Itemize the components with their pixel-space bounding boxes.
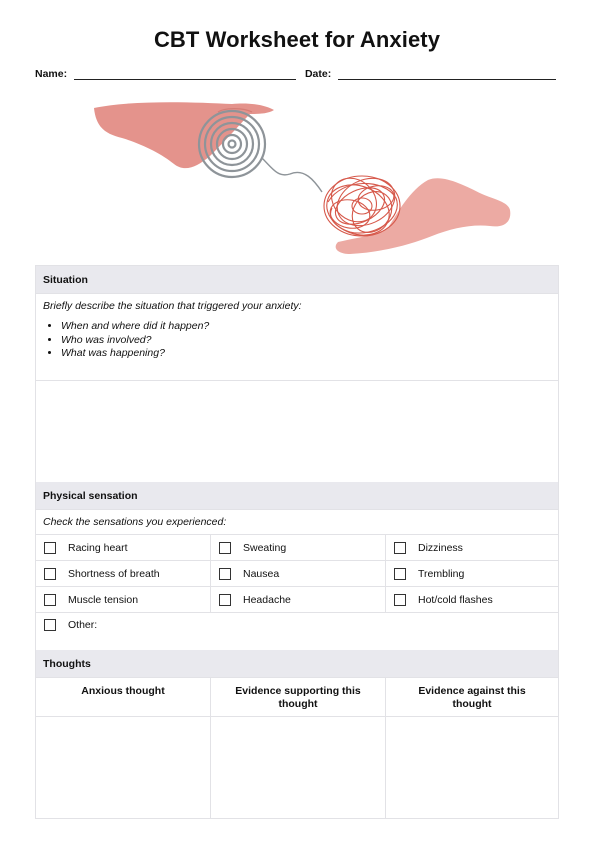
sensation-label: Shortness of breath: [68, 567, 160, 580]
list-item: • What was happening?: [61, 347, 551, 361]
name-field[interactable]: [74, 69, 296, 80]
date-field[interactable]: [338, 69, 556, 80]
sensation-row: [36, 560, 558, 586]
sensation-option[interactable]: [36, 535, 210, 560]
situation-prompt: [36, 293, 558, 380]
sensation-option[interactable]: [210, 561, 385, 586]
physical-prompt: [36, 509, 558, 534]
physical-header: [36, 482, 558, 509]
column-header: Evidence against this thought: [385, 678, 558, 716]
sensation-option[interactable]: [210, 587, 385, 612]
checkbox[interactable]: [219, 594, 231, 606]
sensation-row: [36, 534, 558, 560]
situation-prompt-text: Briefly describe the situation that triggered your anxiety:: [43, 300, 302, 312]
checkbox[interactable]: [44, 542, 56, 554]
sensation-other-row[interactable]: [36, 612, 558, 650]
anxious-thought-field[interactable]: [36, 717, 210, 818]
situation-header-label: Situation: [43, 273, 88, 286]
sensation-option[interactable]: [385, 561, 558, 586]
checkbox[interactable]: [394, 594, 406, 606]
list-item: • When and where did it happen?: [61, 320, 551, 334]
worksheet-table: [35, 265, 559, 819]
thoughts-header: [36, 650, 558, 677]
checkbox[interactable]: [44, 594, 56, 606]
situation-bullets: [43, 320, 551, 361]
sensation-option[interactable]: [210, 535, 385, 560]
column-header: Anxious thought: [81, 685, 165, 697]
thoughts-header-label: Thoughts: [43, 657, 91, 670]
evidence-supporting-field[interactable]: [210, 717, 385, 818]
name-date-line: [35, 68, 559, 80]
situation-header: [36, 266, 558, 293]
situation-answer-area[interactable]: [36, 380, 558, 482]
sensation-label: Trembling: [418, 567, 465, 580]
column-header: Evidence supporting this thought: [210, 678, 385, 716]
list-item: • Who was involved?: [61, 334, 551, 348]
checkbox[interactable]: [219, 542, 231, 554]
thoughts-column-headers: [36, 677, 558, 716]
checkbox[interactable]: [394, 542, 406, 554]
evidence-against-field[interactable]: [385, 717, 558, 818]
name-label: Name:: [35, 68, 68, 80]
date-label: Date:: [304, 68, 332, 80]
physical-header-label: Physical sensation: [43, 489, 138, 502]
sensation-option[interactable]: [36, 587, 210, 612]
sensation-other-label: Other:: [68, 619, 98, 631]
sensation-label: Hot/cold flashes: [418, 593, 493, 606]
physical-prompt-text: Check the sensations you experienced:: [43, 516, 227, 528]
sensation-label: Racing heart: [68, 541, 128, 554]
page-title: CBT Worksheet for Anxiety: [153, 27, 441, 52]
sensation-option[interactable]: [36, 561, 210, 586]
sensation-label: Dizziness: [418, 541, 463, 554]
sensation-label: Headache: [243, 593, 291, 606]
sensation-label: Muscle tension: [68, 593, 139, 606]
checkbox[interactable]: [219, 568, 231, 580]
sensation-row: [36, 586, 558, 612]
checkbox[interactable]: [44, 568, 56, 580]
sensation-label: Sweating: [243, 541, 287, 554]
checkbox[interactable]: [44, 619, 56, 631]
checkbox[interactable]: [394, 568, 406, 580]
thoughts-answer-row: [36, 716, 558, 818]
hands-spiral-tangle-icon: [92, 98, 512, 258]
sensation-label: Nausea: [243, 567, 280, 580]
sensation-option[interactable]: [385, 587, 558, 612]
sensation-option[interactable]: [385, 535, 558, 560]
